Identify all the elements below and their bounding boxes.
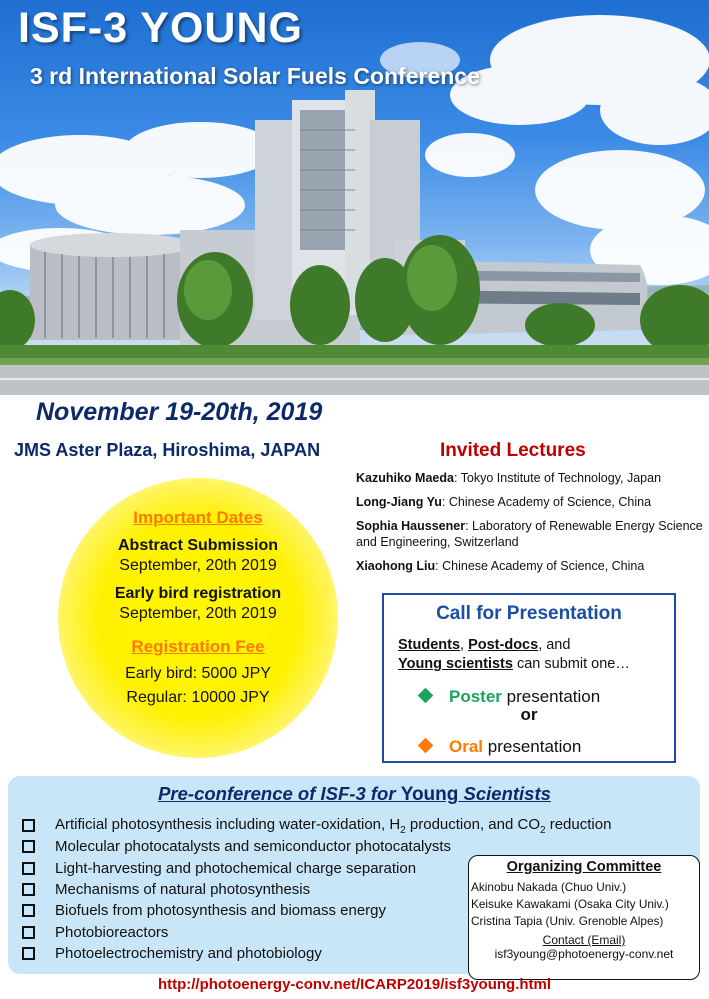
conference-subtitle: 3 rd International Solar Fuels Conference xyxy=(30,63,480,89)
rotunda xyxy=(30,233,195,340)
lecturer-item xyxy=(356,470,706,486)
registration-fee-title: Registration Fee xyxy=(131,637,265,656)
oral-option xyxy=(420,737,581,757)
invited-lecturer-list xyxy=(356,470,706,582)
lecturer-affiliation: : Chinese Academy of Science, China xyxy=(441,495,652,509)
green-diamond-icon xyxy=(418,688,434,704)
preconference-title xyxy=(0,783,709,806)
topic-text: Light-harvesting and photochemical charge separation xyxy=(55,859,417,877)
checkbox-icon xyxy=(22,819,35,832)
contact-email-link[interactable]: isf3young@photoenergy-conv.net xyxy=(494,947,674,961)
presentation-word: presentation xyxy=(501,687,601,706)
call-eligibility-line-2 xyxy=(398,656,630,672)
call-eligibility-line-1 xyxy=(398,637,570,653)
topic-text: Mechanisms of natural photosynthesis xyxy=(55,881,311,899)
building-illustration xyxy=(0,0,709,395)
title-part: Pre-conference of ISF-3 for xyxy=(158,783,401,804)
checkbox-icon xyxy=(22,840,35,853)
committee-member: Keisuke Kawakami (Osaka City Univ.) xyxy=(471,897,669,911)
topic-item xyxy=(22,815,611,836)
event-date: November 19-20th, 2019 xyxy=(36,398,323,426)
lecturer-name: Long-Jiang Yu xyxy=(356,495,442,509)
committee-member: Akinobu Nakada (Chuo Univ.) xyxy=(471,880,627,894)
presentation-word: presentation xyxy=(483,737,582,756)
regular-fee: Regular: 10000 JPY xyxy=(126,689,270,706)
topic-text: Molecular photocatalysts and semiconductor photocatalysts xyxy=(55,838,452,856)
early-bird-fee: Early bird: 5000 JPY xyxy=(125,665,271,682)
lecturer-name: Xiaohong Liu xyxy=(356,559,436,573)
abstract-submission-label: Abstract Submission xyxy=(117,537,279,554)
call-for-presentation-box xyxy=(382,593,676,763)
lecturer-affiliation: : Laboratory of Renewable Energy Science and Engineering, Switzerland xyxy=(356,519,703,549)
checkbox-icon xyxy=(22,883,35,896)
lecturer-name: Sophia Haussener xyxy=(356,519,466,533)
young-scientists-label: Young scientists xyxy=(398,656,513,672)
committee-member: Cristina Tapia (Univ. Grenoble Alpes) xyxy=(471,914,664,928)
lecturer-name: Kazuhiko Maeda xyxy=(356,471,454,485)
submit-text: can submit one… xyxy=(512,656,630,672)
students-label: Students xyxy=(398,637,461,653)
abstract-submission-date: September, 20th 2019 xyxy=(119,557,277,574)
lecturer-affiliation: : Tokyo Institute of Technology, Japan xyxy=(453,471,662,485)
subscript: 2 xyxy=(400,824,406,836)
invited-lectures-title: Invited Lectures xyxy=(440,440,586,461)
oral-word: Oral xyxy=(449,737,484,756)
lecturer-item xyxy=(356,494,706,510)
important-dates-title: Important Dates xyxy=(133,508,263,527)
topic-text: Biofuels from photosynthesis and biomass energy xyxy=(55,902,387,920)
subscript: 2 xyxy=(539,824,546,836)
contact-label: Contact (Email) xyxy=(542,933,626,947)
early-bird-date: September, 20th 2019 xyxy=(119,605,277,622)
venue-photo xyxy=(0,0,709,395)
topic-text-part: production, and CO xyxy=(405,815,540,833)
topic-text-part: Artificial photosynthesis including water-oxidation, H xyxy=(55,815,401,833)
topic-text-part: reduction xyxy=(545,815,612,833)
topic-text xyxy=(55,816,611,836)
lecturer-item xyxy=(356,518,706,550)
topic-text: Photobioreactors xyxy=(55,923,169,941)
important-dates-panel xyxy=(58,478,338,707)
organizing-committee-title: Organizing Committee xyxy=(506,859,662,875)
early-bird-label: Early bird registration xyxy=(114,585,282,602)
postdocs-label: Post-docs xyxy=(468,637,539,653)
topic-text: Photoelectrochemistry and photobiology xyxy=(55,944,322,962)
checkbox-icon xyxy=(22,926,35,939)
separator: , xyxy=(460,637,469,653)
poster-word: Poster xyxy=(449,687,502,706)
committee-members xyxy=(469,879,699,930)
checkbox-icon xyxy=(22,904,35,917)
conference-title: ISF-3 YOUNG xyxy=(18,4,303,52)
call-title: Call for Presentation xyxy=(436,603,622,624)
lecturer-item xyxy=(356,558,706,574)
organizing-committee-box xyxy=(468,855,700,980)
checkbox-icon xyxy=(22,862,35,875)
title-part: Scientists xyxy=(458,783,551,804)
and-text: , and xyxy=(538,637,571,653)
checkbox-icon xyxy=(22,947,35,960)
lecturer-affiliation: : Chinese Academy of Science, China xyxy=(435,559,645,573)
event-venue: JMS Aster Plaza, Hiroshima, JAPAN xyxy=(14,440,321,460)
poster-option xyxy=(420,687,600,707)
title-young: Young xyxy=(400,784,459,805)
conference-url-link[interactable]: http://photoenergy-conv.net/ICARP2019/isf3young.html xyxy=(157,976,552,993)
or-text: or xyxy=(520,705,538,724)
orange-diamond-icon xyxy=(418,738,434,754)
